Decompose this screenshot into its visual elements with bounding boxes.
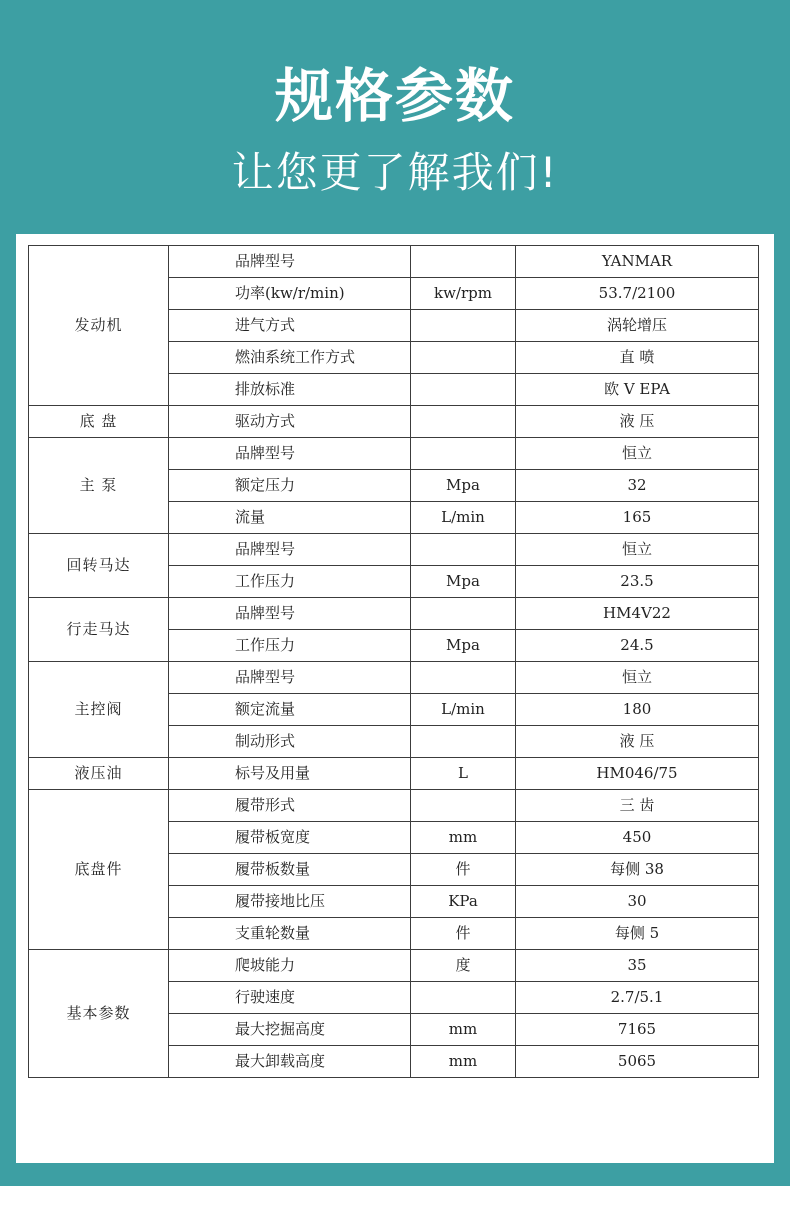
unit-cell	[411, 342, 516, 374]
unit-cell: KPa	[411, 886, 516, 918]
item-cell: 支重轮数量	[169, 918, 411, 950]
value-cell: 450	[516, 822, 759, 854]
unit-cell: L/min	[411, 502, 516, 534]
value-cell: 每侧 5	[516, 918, 759, 950]
item-cell: 履带形式	[169, 790, 411, 822]
unit-cell	[411, 534, 516, 566]
unit-cell	[411, 310, 516, 342]
item-cell: 品牌型号	[169, 534, 411, 566]
table-row	[29, 598, 759, 630]
item-cell: 品牌型号	[169, 246, 411, 278]
category-cell: 基本参数	[29, 950, 169, 1078]
unit-cell: L	[411, 758, 516, 790]
table-row	[29, 790, 759, 822]
category-cell: 主 泵	[29, 438, 169, 534]
value-cell: 30	[516, 886, 759, 918]
item-cell: 燃油系统工作方式	[169, 342, 411, 374]
item-cell: 品牌型号	[169, 662, 411, 694]
unit-cell: Mpa	[411, 630, 516, 662]
item-cell: 最大卸载高度	[169, 1046, 411, 1078]
value-cell: 恒立	[516, 662, 759, 694]
value-cell: 35	[516, 950, 759, 982]
item-cell: 工作压力	[169, 566, 411, 598]
unit-cell	[411, 406, 516, 438]
category-cell: 底盘件	[29, 790, 169, 950]
item-cell: 标号及用量	[169, 758, 411, 790]
value-cell: 恒立	[516, 534, 759, 566]
value-cell: 每侧 38	[516, 854, 759, 886]
value-cell: 三 齿	[516, 790, 759, 822]
value-cell: 32	[516, 470, 759, 502]
table-row	[29, 438, 759, 470]
page-title: 规格参数	[274, 62, 515, 130]
item-cell: 制动形式	[169, 726, 411, 758]
unit-cell	[411, 662, 516, 694]
item-cell: 品牌型号	[169, 598, 411, 630]
category-cell: 行走马达	[29, 598, 169, 662]
item-cell: 进气方式	[169, 310, 411, 342]
value-cell: 直 喷	[516, 342, 759, 374]
unit-cell: kw/rpm	[411, 278, 516, 310]
value-cell: 恒立	[516, 438, 759, 470]
value-cell: 涡轮增压	[516, 310, 759, 342]
spec-table	[28, 245, 759, 1078]
item-cell: 工作压力	[169, 630, 411, 662]
table-row	[29, 950, 759, 982]
category-cell: 回转马达	[29, 534, 169, 598]
unit-cell: 度	[411, 950, 516, 982]
spec-card	[16, 234, 774, 1163]
category-cell: 主控阀	[29, 662, 169, 758]
unit-cell: 件	[411, 854, 516, 886]
item-cell: 驱动方式	[169, 406, 411, 438]
unit-cell	[411, 790, 516, 822]
unit-cell: mm	[411, 1014, 516, 1046]
unit-cell	[411, 982, 516, 1014]
item-cell: 功率(kw/r/min)	[169, 278, 411, 310]
value-cell: 欧 V EPA	[516, 374, 759, 406]
item-cell: 履带板数量	[169, 854, 411, 886]
table-row	[29, 534, 759, 566]
item-cell: 履带板宽度	[169, 822, 411, 854]
table-row	[29, 406, 759, 438]
unit-cell	[411, 374, 516, 406]
unit-cell: Mpa	[411, 566, 516, 598]
value-cell: 液 压	[516, 726, 759, 758]
item-cell: 流量	[169, 502, 411, 534]
value-cell: HM4V22	[516, 598, 759, 630]
item-cell: 最大挖掘高度	[169, 1014, 411, 1046]
item-cell: 爬坡能力	[169, 950, 411, 982]
unit-cell	[411, 598, 516, 630]
item-cell: 行驶速度	[169, 982, 411, 1014]
table-row	[29, 246, 759, 278]
item-cell: 额定压力	[169, 470, 411, 502]
item-cell: 额定流量	[169, 694, 411, 726]
value-cell: 7165	[516, 1014, 759, 1046]
category-cell: 发动机	[29, 246, 169, 406]
unit-cell	[411, 726, 516, 758]
unit-cell: 件	[411, 918, 516, 950]
value-cell: 5065	[516, 1046, 759, 1078]
value-cell: 53.7/2100	[516, 278, 759, 310]
table-row	[29, 758, 759, 790]
value-cell: 23.5	[516, 566, 759, 598]
value-cell: 180	[516, 694, 759, 726]
category-cell: 液压油	[29, 758, 169, 790]
unit-cell	[411, 246, 516, 278]
unit-cell: L/min	[411, 694, 516, 726]
footer-strip	[0, 1186, 790, 1207]
value-cell: HM046/75	[516, 758, 759, 790]
value-cell: 165	[516, 502, 759, 534]
table-row	[29, 662, 759, 694]
unit-cell: Mpa	[411, 470, 516, 502]
value-cell: 24.5	[516, 630, 759, 662]
value-cell: 液 压	[516, 406, 759, 438]
unit-cell	[411, 438, 516, 470]
value-cell: 2.7/5.1	[516, 982, 759, 1014]
unit-cell: mm	[411, 1046, 516, 1078]
item-cell: 排放标准	[169, 374, 411, 406]
unit-cell: mm	[411, 822, 516, 854]
item-cell: 品牌型号	[169, 438, 411, 470]
page-subtitle: 让您更了解我们!	[231, 148, 559, 197]
item-cell: 履带接地比压	[169, 886, 411, 918]
category-cell: 底 盘	[29, 406, 169, 438]
value-cell: YANMAR	[516, 246, 759, 278]
